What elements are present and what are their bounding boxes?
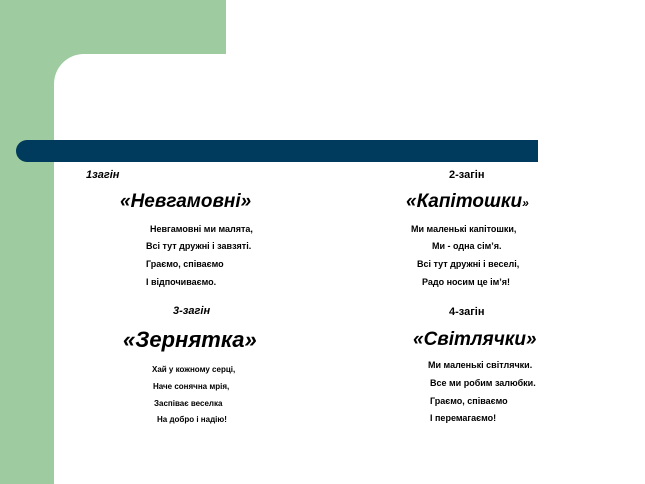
squad-4-label: 4-загін xyxy=(449,306,485,318)
squad-2-line-3: Всі тут дружні і веселі, xyxy=(417,259,520,269)
squad-2-title-end: » xyxy=(522,196,529,210)
squad-2-title xyxy=(406,191,529,213)
squad-2-line-1: Ми маленькі капітошки, xyxy=(411,224,517,234)
squad-4-line-3: Граємо, співаємо xyxy=(430,396,508,406)
squad-4-line-4: І перемагаємо! xyxy=(430,413,497,423)
squad-1-label: 1загін xyxy=(86,169,120,181)
squad-2-line-4: Радо носим це ім’я! xyxy=(422,277,511,287)
squad-3-line-3: Заспіває веселка xyxy=(154,399,223,408)
squad-3-label: 3-загін xyxy=(173,305,211,317)
squad-1-line-4: І відпочиваємо. xyxy=(146,277,217,287)
squad-4-line-2: Все ми робим залюбки. xyxy=(430,378,536,388)
squad-1-line-3: Граємо, співаємо xyxy=(146,259,224,269)
content-panel xyxy=(54,54,645,484)
squad-3-line-1: Хай у кожному серці, xyxy=(152,365,236,374)
squad-2-line-2: Ми - одна сім’я. xyxy=(432,241,502,251)
squad-2-label: 2-загін xyxy=(449,169,485,181)
squad-3-line-4: На добро і надію! xyxy=(157,415,227,424)
header-bar xyxy=(16,140,538,162)
squad-1-line-1: Невгамовні ми малята, xyxy=(150,224,253,234)
squad-4-line-1: Ми маленькі світлячки. xyxy=(428,360,533,370)
squad-4-title: «Світлячки» xyxy=(413,329,537,350)
squad-2-title-main: «Капітошки xyxy=(406,191,523,212)
squad-3-line-2: Наче сонячна мрія, xyxy=(153,382,230,391)
squad-1-line-2: Всі тут дружні і завзяті. xyxy=(146,241,252,251)
squad-1-title: «Невгамовні» xyxy=(120,191,252,212)
squad-3-title: «Зернятка» xyxy=(123,327,257,352)
